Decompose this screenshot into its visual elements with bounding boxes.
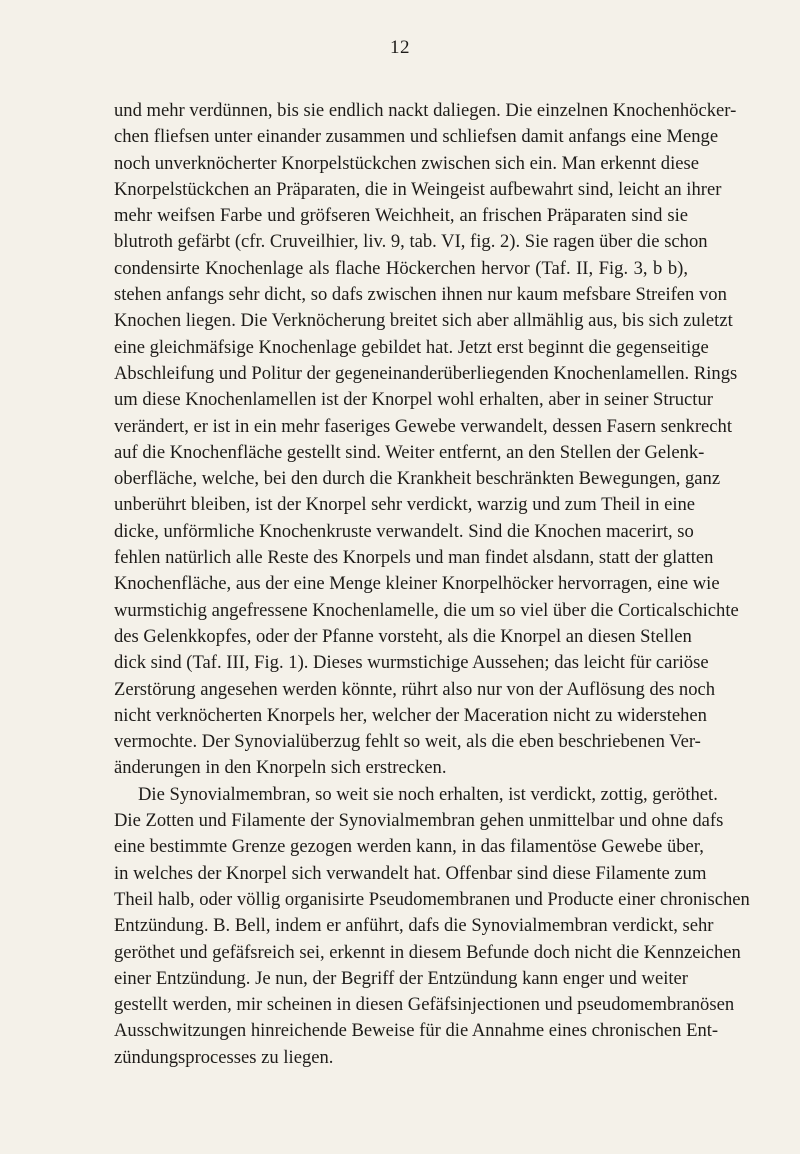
text-line: und mehr verdünnen, bis sie endlich nackt daliegen. Die einzelnen Knochenhöcker- [114, 100, 737, 121]
text-line: oberfläche, welche, bei den durch die Krankheit beschränkten Bewegungen, ganz [114, 468, 721, 490]
text-line: eine bestimmte Grenze gezogen werden kann, in das filamentöse Gewebe über, [114, 836, 704, 858]
text-line: geröthet und gefäfsreich sei, erkennt in diesem Befunde doch nicht die Kennzeichen [114, 941, 741, 963]
text-line: Die Synovialmembran, so weit sie noch erhalten, ist verdickt, zottig, geröthet. [138, 783, 718, 805]
text-line: unberührt bleiben, ist der Knorpel sehr verdickt, warzig und zum Theil in eine [114, 494, 696, 516]
text-line: Abschleifung und Politur der gegeneinanderüberliegenden Knochenlamellen. Rings [114, 362, 738, 384]
text-line: um diese Knochenlamellen ist der Knorpel wohl erhalten, aber in seiner Structur [114, 389, 713, 411]
text-line: Entzündung. B. Bell, indem er anführt, dafs die Synovialmembran verdickt, sehr [114, 915, 714, 937]
text-line: nicht verknöcherten Knorpels her, welcher der Maceration nicht zu widerstehen [114, 704, 707, 726]
text-line: mehr weifsen Farbe und gröfseren Weichheit, an frischen Präparaten sind sie [114, 205, 688, 227]
text-line: dick sind (Taf. III, Fig. 1). Dieses wurmstichige Aussehen; das leicht für cariöse [114, 652, 709, 674]
text-line: noch unverknöcherter Knorpelstückchen zwischen sich ein. Man erkennt diese [114, 152, 699, 174]
text-line: einer Entzündung. Je nun, der Begriff der Entzündung kann enger und weiter [114, 967, 688, 989]
text-line: stehen anfangs sehr dicht, so dafs zwischen ihnen nur kaum mefsbare Streifen von [114, 284, 727, 306]
text-line: zündungsprocesses zu liegen. [114, 1046, 334, 1068]
text-line: Zerstörung angesehen werden könnte, rührt also nur von der Auflösung des noch [114, 678, 716, 700]
text-line: Ausschwitzungen hinreichende Beweise für die Annahme eines chronischen Ent- [114, 1020, 719, 1042]
text-line: eine gleichmäfsige Knochenlage gebildet hat. Jetzt erst beginnt die gegenseitige [114, 336, 709, 358]
page-number: 12 [390, 37, 410, 58]
text-line: Knorpelstückchen an Präparaten, die in Weingeist aufbewahrt sind, leicht an ihrer [114, 178, 722, 200]
text-line: gestellt werden, mir scheinen in diesen Gefäfsinjectionen und pseudomembranösen [114, 994, 735, 1016]
text-line: chen fliefsen unter einander zusammen und schliefsen damit anfangs eine Menge [114, 126, 719, 148]
text-line: vermochte. Der Synovialüberzug fehlt so weit, als die eben beschriebenen Ver- [114, 731, 701, 753]
text-line: dicke, unförmliche Knochenkruste verwandelt. Sind die Knochen macerirt, so [114, 520, 694, 542]
text-line: condensirte Knochenlage als flache Höckerchen hervor (Taf. II, Fig. 3, b b), [114, 257, 688, 279]
text-line: Knochenfläche, aus der eine Menge kleiner Knorpelhöcker hervorragen, eine wie [114, 573, 720, 595]
body-text [114, 98, 750, 1071]
text-line: fehlen natürlich alle Reste des Knorpels und man findet alsdann, statt der glatten [114, 547, 714, 569]
text-line: Die Zotten und Filamente der Synovialmembran gehen unmittelbar und ohne dafs [114, 810, 724, 832]
text-line: wurmstichig angefressene Knochenlamelle, die um so viel über die Corticalschichte [114, 599, 739, 621]
text-line: Theil halb, oder völlig organisirte Pseudomembranen und Producte einer chronischen [114, 888, 750, 910]
text-line: in welches der Knorpel sich verwandelt hat. Offenbar sind diese Filamente zum [114, 862, 707, 884]
text-line: Knochen liegen. Die Verknöcherung breitet sich aber allmählig aus, bis sich zuletzt [114, 310, 733, 332]
text-line: auf die Knochenfläche gestellt sind. Weiter entfernt, an den Stellen der Gelenk- [114, 441, 705, 463]
text-line: änderungen in den Knorpeln sich erstrecken. [114, 757, 447, 779]
paragraph [114, 98, 739, 782]
text-line: verändert, er ist in ein mehr faseriges Gewebe verwandelt, dessen Fasern senkrecht [114, 415, 732, 437]
text-line: des Gelenkkopfes, oder der Pfanne vorsteht, als die Knorpel an diesen Stellen [114, 625, 692, 647]
text-line: blutroth gefärbt (cfr. Cruveilhier, liv. 9, tab. VI, fig. 2). Sie ragen über die schon [114, 231, 708, 253]
paragraph [114, 782, 750, 1071]
